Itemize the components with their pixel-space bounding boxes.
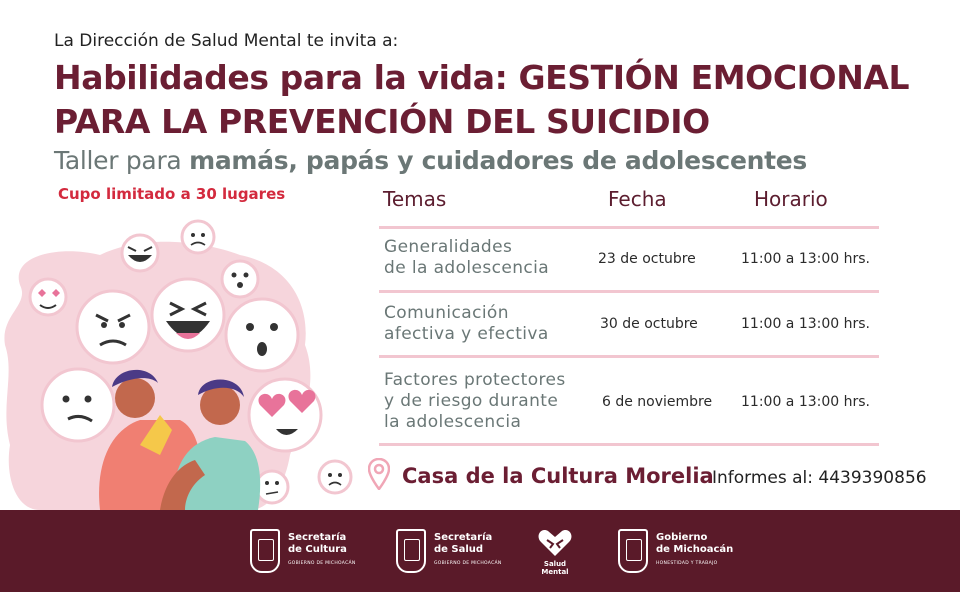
- grinning-face-icon: [152, 279, 224, 351]
- crest-icon: [396, 529, 426, 573]
- location-pin-icon: [368, 458, 390, 490]
- logo-2-line-2: de Salud: [434, 544, 484, 555]
- header-horario: Horario: [754, 187, 828, 211]
- topic-1-line-1: Generalidades: [384, 237, 513, 257]
- time-3: 11:00 a 13:00 hrs.: [741, 394, 870, 410]
- topic-3-line-3: la adolescencia: [384, 412, 522, 432]
- date-3: 6 de noviembre: [602, 394, 713, 410]
- laughing-face-icon: [122, 235, 158, 271]
- header-temas: Temas: [383, 187, 447, 211]
- worried-face-icon: [42, 369, 114, 441]
- topic-3-line-2: y de riesgo durante: [384, 391, 559, 411]
- contact-info: Informes al: 4439390856: [712, 468, 927, 488]
- logo-4-line-2: de Michoacán: [656, 544, 734, 555]
- topic-3: [384, 370, 566, 433]
- topic-1: [384, 237, 549, 279]
- confused-face-icon: [256, 471, 288, 503]
- title-line-1: Habilidades para la vida: GESTIÓN EMOCIONAL: [54, 58, 910, 97]
- subtitle-audience: mamás, papás y cuidadores de adolescentes: [189, 146, 807, 175]
- capacity-notice: Cupo limitado a 30 lugares: [58, 185, 286, 203]
- topic-3-line-1: Factores protectores: [384, 370, 566, 390]
- logo-4-sub: HONESTIDAD Y TRABAJO: [656, 561, 718, 566]
- topic-2-line-1: Comunicación: [384, 303, 509, 323]
- subtitle-prefix: Taller para: [54, 146, 190, 175]
- logo-secretaria-salud: [396, 525, 502, 577]
- emoji-faces-illustration: [0, 215, 370, 510]
- small-sad-face-icon: [319, 461, 351, 493]
- table-divider: [379, 355, 879, 358]
- table-divider: [379, 226, 879, 229]
- shocked-face-icon: [226, 299, 298, 371]
- logo-2-sub: GOBIERNO DE MICHOACÁN: [434, 561, 502, 566]
- surprised-face-icon: [222, 261, 258, 297]
- heart-eyes-face-icon: [30, 279, 66, 315]
- logo-1-sub: GOBIERNO DE MICHOACÁN: [288, 561, 356, 566]
- logo-4-line-1: Gobierno: [656, 532, 708, 543]
- love-face-icon: [249, 379, 321, 451]
- logo-gobierno-michoacan: [618, 525, 733, 577]
- venue-name: Casa de la Cultura Morelia: [402, 464, 714, 488]
- logo-2-line-1: Secretaría: [434, 532, 493, 543]
- time-2: 11:00 a 13:00 hrs.: [741, 316, 870, 332]
- crest-icon: [618, 529, 648, 573]
- time-1: 11:00 a 13:00 hrs.: [741, 251, 870, 267]
- logo-3-line-1: Salud: [543, 560, 567, 568]
- intro-text: La Dirección de Salud Mental te invita a:: [54, 31, 399, 51]
- logo-3-line-2: Mental: [541, 568, 569, 576]
- sad-face-icon: [182, 221, 214, 253]
- topic-1-line-2: de la adolescencia: [384, 258, 550, 278]
- table-divider: [379, 290, 879, 293]
- heart-logo-icon: [537, 528, 573, 558]
- angry-face-icon: [77, 291, 149, 363]
- header-fecha: Fecha: [608, 187, 667, 211]
- crest-icon: [250, 529, 280, 573]
- logo-1-line-2: de Cultura: [288, 544, 347, 555]
- logo-salud-mental: [538, 560, 572, 576]
- date-2: 30 de octubre: [600, 316, 698, 332]
- subtitle: [54, 146, 807, 175]
- logo-secretaria-cultura: [250, 525, 356, 577]
- date-1: 23 de octubre: [598, 251, 696, 267]
- logo-1-line-1: Secretaría: [288, 532, 347, 543]
- topic-2: [384, 303, 549, 345]
- table-divider: [379, 443, 879, 446]
- title-line-2: PARA LA PREVENCIÓN DEL SUICIDIO: [54, 102, 710, 141]
- topic-2-line-2: afectiva y efectiva: [384, 324, 549, 344]
